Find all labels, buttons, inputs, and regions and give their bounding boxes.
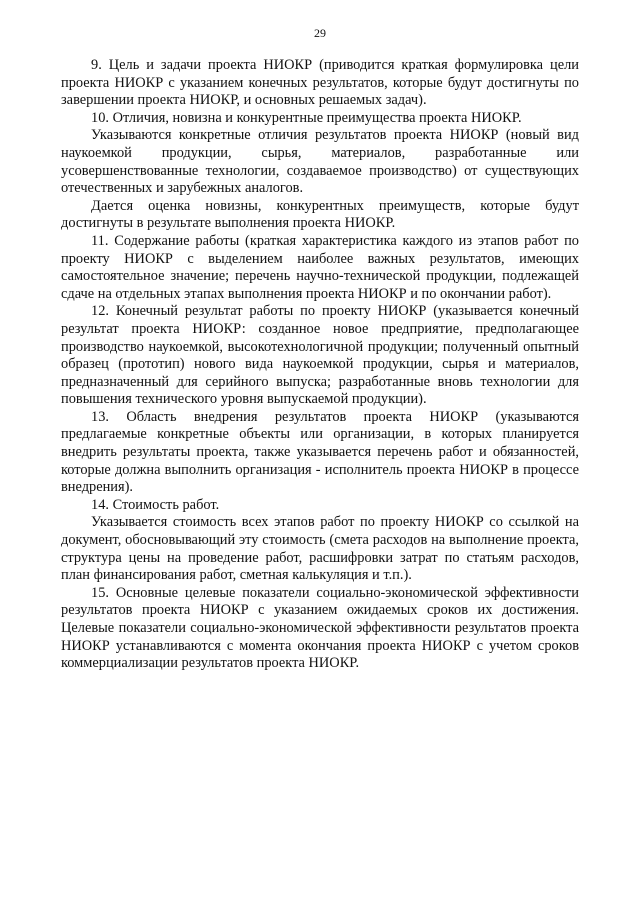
paragraph-novelty-assessment: Дается оценка новизны, конкурентных преимуществ, которые будут достигнуты в результате выполнения проекта НИОКР. [61,197,579,232]
paragraph-final-result: 12. Конечный результат работы по проекту НИОКР (указывается конечный результат проекта НИОКР: созданное новое предприятие, предполагающее производство наукоемкой, высокотехнологичной продукции; полученный опытный образец (прототип) нового вида наукоемкой продукции, сырья и материалов, предназначенный для серийного выпуска; разработанные вновь технологии для повышения технического уровня выпускаемой продукции). [61,303,579,408]
document-body [61,57,579,673]
page-number: 29 [314,26,326,40]
paragraph-cost-details: Указывается стоимость всех этапов работ по проекту НИОКР со ссылкой на документ, обосновывающий эту стоимость (смета расходов на выполнение проекта, структура цены на проведение работ, расшифровки затрат по статьям расходов, план финансирования работ, сметная калькуляция и т.п.). [61,514,579,584]
paragraph-implementation-area: 13. Область внедрения результатов проекта НИОКР (указываются предлагаемые конкретные объекты или организации, в которых планируется внедрить результаты проекта, также указывается перечень работ и обязанностей, которые должна выполнить организация - исполнитель проекта НИОКР в процессе внедрения). [61,408,579,496]
paragraph-target-indicators: 15. Основные целевые показатели социально-экономической эффективности результатов проекта НИОКР с указанием ожидаемых сроков их достижения. Целевые показатели социально-экономической эффективности результатов проекта НИОКР устанавливаются с момента окончания проекта НИОКР с учетом сроков коммерциализации результатов проекта НИОКР. [61,584,579,672]
paragraph-cost-heading: 14. Стоимость работ. [91,496,220,513]
paragraph-novelty-heading: 10. Отличия, новизна и конкурентные преимущества проекта НИОКР. [91,109,522,126]
paragraph-novelty-differences: Указываются конкретные отличия результатов проекта НИОКР (новый вид наукоемкой продукции, сырья, материалов, разработанные или усовершенствованные технологии, создаваемое производство) от существующих отечественных и зарубежных аналогов. [61,127,579,197]
paragraph-goals: 9. Цель и задачи проекта НИОКР (приводится краткая формулировка цели проекта НИОКР с указанием конечных результатов, которые будут достигнуты по завершении проекта НИОКР, и основных решаемых задач). [61,57,579,109]
paragraph-work-content: 11. Содержание работы (краткая характеристика каждого из этапов работ по проекту НИОКР с выделением наиболее важных результатов, имеющих самостоятельное значение; перечень научно-технической продукции, подлежащей сдаче на отдельных этапах выполнения проекта НИОКР и по окончании работ). [61,232,579,302]
